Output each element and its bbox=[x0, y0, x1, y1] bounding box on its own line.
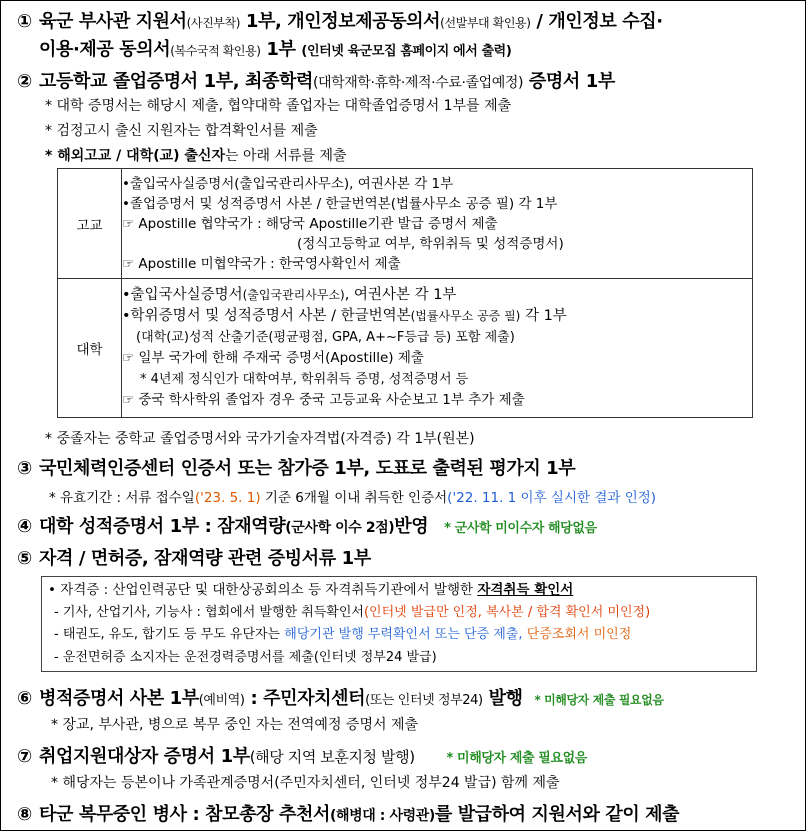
section-3-note: * 유효기간 : 서류 접수일('23. 5. 1) 기준 6개월 이내 취득한 인증서('22. 11. 1 이후 실시한 결과 인정) bbox=[49, 490, 657, 506]
section-1-line-1: ① 육군 부사관 지원서(사진부착) 1부, 개인정보제공동의서(선발부대 확인용) / 개인정보 수집· bbox=[17, 11, 663, 32]
row-label-highschool: 고교 bbox=[58, 169, 122, 279]
section-number: ⑦ bbox=[17, 746, 32, 767]
section-7-heading: ⑦ 취업지원대상자 증명서 1부(해당 지역 보훈지청 발행) * 미해당자 제출 필요없음 bbox=[17, 746, 587, 767]
section-number: ③ bbox=[17, 458, 32, 479]
table-row bbox=[58, 279, 753, 418]
highschool-requirements: •출입국사실증명서(출입국관리사무소), 여권사본 각 1부 •졸업증명서 및 성적증명서 사본 / 한글번역본(법률사무소 공증 필) 각 1부 ☞ Apostille 협약국가 : 해당국 Apostille기관 발급 증명서 제출 (정식고등학교 여부, 학위취득 및 성적증명서) ☞ Apostille 미협약국가 : 한국영사확인서 제출 bbox=[122, 169, 753, 279]
section-8-heading: ⑧ 타군 복무중인 병사 : 참모총장 추천서(해병대 : 사령관)를 발급하여 지원서와 같이 제출 bbox=[17, 804, 680, 825]
section-5-heading: ⑤ 자격 / 면허증, 잠재역량 관련 증빙서류 1부 bbox=[17, 548, 371, 569]
table-row bbox=[58, 169, 753, 279]
university-requirements: •출입국사실증명서(출입국관리사무소), 여권사본 각 1부 •학위증명서 및 성적증명서 사본 / 한글번역본(법률사무소 공증 필) 각 1부 (대학(교)성적 산출기준(평균평점, GPA, A+~F등급 등) 포함 제출) ☞ 일부 국가에 한해 주재국 증명서(Apostille) 제출 * 4년제 정식인가 대학여부, 학위취득 증명, 성적증명서 등 ☞ 중국 학사학위 졸업자 경우 중국 고등교육 사순보고 1부 추가 제출 bbox=[122, 279, 753, 418]
section-4-heading: ④ 대학 성적증명서 1부 : 잠재역량(군사학 이수 2점)반영 * 군사학 미이수자 해당없음 bbox=[17, 516, 597, 537]
section-6-heading: ⑥ 병적증명서 사본 1부(예비역) : 주민자치센터(또는 인터넷 정부24) 발행 * 미해당자 제출 필요없음 bbox=[17, 688, 664, 709]
not-applicable-note: * 미해당자 제출 필요없음 bbox=[534, 693, 664, 707]
section-number: ④ bbox=[17, 516, 32, 537]
section-1-line-2: 이용·제공 동의서(복수국적 확인용) 1부 (인터넷 육군모집 홈페이지 에서 출력) bbox=[39, 39, 512, 60]
section-number: ⑥ bbox=[17, 688, 32, 709]
section-2-note-3: * 해외고교 / 대학(교) 출신자는 아래 서류를 제출 bbox=[45, 148, 347, 164]
section-3-heading: ③ 국민체력인증센터 인증서 또는 참가증 1부, 도표로 출력된 평가지 1부 bbox=[17, 458, 576, 479]
section-2-note-2: * 검정고시 출신 지원자는 합격확인서를 제출 bbox=[45, 123, 318, 139]
section-2-note-4: * 중졸자는 중학교 졸업증명서와 국가기술자격법(자격증) 각 1부(원본) bbox=[45, 431, 475, 447]
section-2-note-1: * 대학 증명서는 해당시 제출, 협약대학 졸업자는 대학졸업증명서 1부를 제출 bbox=[45, 98, 512, 114]
section-number: ⑧ bbox=[17, 804, 32, 825]
not-applicable-note: * 미해당자 제출 필요없음 bbox=[446, 751, 587, 766]
row-label-university: 대학 bbox=[58, 279, 122, 418]
section-number: ② bbox=[17, 71, 32, 92]
section-6-note: * 장교, 부사관, 병으로 복무 중인 자는 전역예정 증명서 제출 bbox=[51, 717, 419, 733]
foreign-education-table bbox=[57, 168, 753, 418]
certificate-requirements-box: • 자격증 : 산업인력공단 및 대한상공회의소 등 자격취득기관에서 발행한 자격취득 확인서 - 기사, 산업기사, 기능사 : 협회에서 발행한 취득확인서(인터넷 발급만 인정, 복사본 / 합격 확인서 미인정) - 태권도, 유도, 합기도 등 무도 유단자는 해당기관 발행 무력확인서 또는 단증 제출, 단증조회서 미인정 - 운전면허증 소지자는 운전경력증명서를 제출(인터넷 정부24 발급) bbox=[41, 576, 757, 672]
not-applicable-note: * 군사학 미이수자 해당없음 bbox=[444, 521, 597, 536]
section-number: ⑤ bbox=[17, 548, 32, 569]
section-number: ① bbox=[17, 11, 32, 32]
section-2-heading: ② 고등학교 졸업증명서 1부, 최종학력(대학재학·휴학·제적·수료·졸업예정) 증명서 1부 bbox=[17, 71, 615, 92]
section-7-note: * 해당자는 등본이나 가족관계증명서(주민자치센터, 인터넷 정부24 발급) 함께 제출 bbox=[51, 775, 560, 791]
